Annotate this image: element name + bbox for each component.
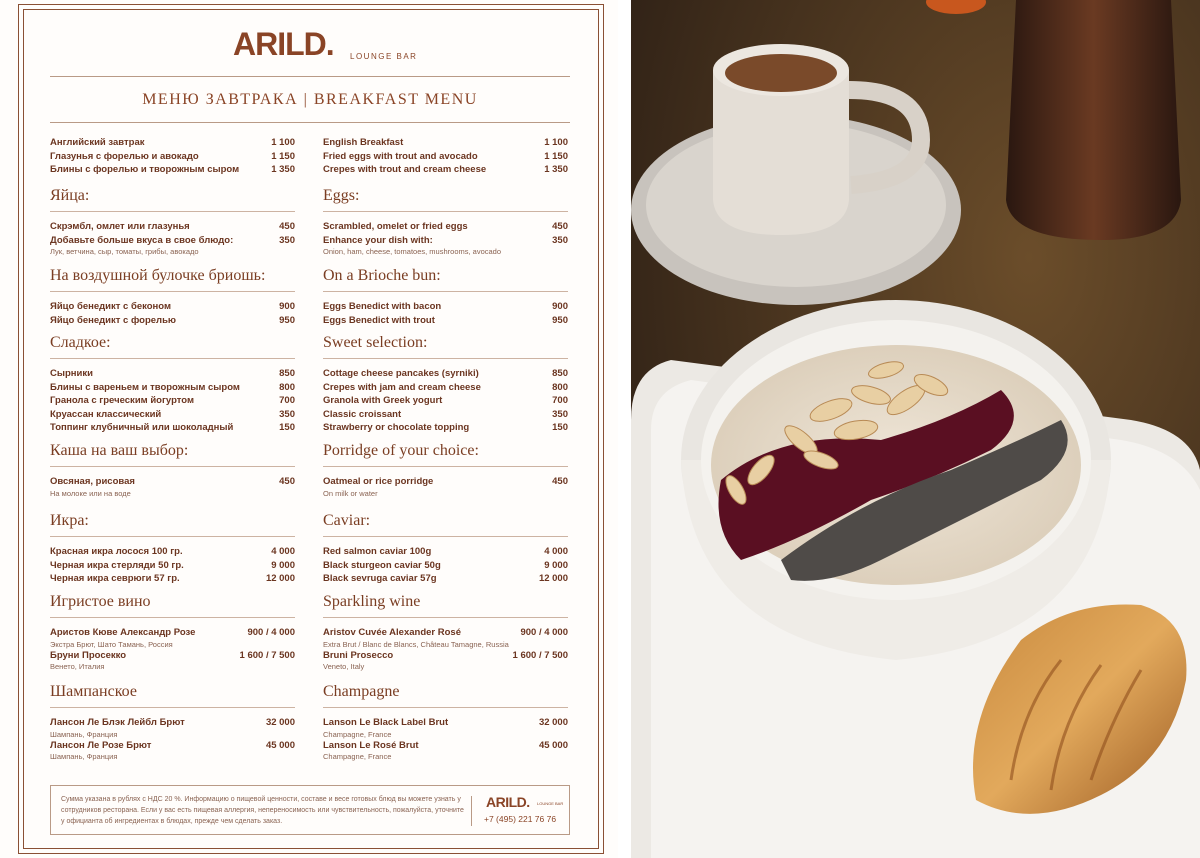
breakfast-photo-illustration (631, 0, 1200, 858)
menu-item: Лансон Ле Блэк Лейбл Брют 32 000 (50, 717, 295, 728)
item-note: Венето, Италия (50, 662, 105, 671)
espresso-crema (725, 54, 837, 92)
section-divider (323, 358, 568, 359)
menu-item: Топпинг клубничный или шоколадный 150 (50, 422, 295, 433)
footer-disclaimer: Сумма указана в рублях с НДС 20 %. Информацию о пищевой ценности, составе и весе готовых блюд вы можете узнать у сотрудников ресторана. Если у вас есть пищевая аллергия, непереносимость или чувствительность, пожалуйста, уточните у официанта об ингредиентах в блюдах, прежде чем сделать заказ. (61, 796, 464, 825)
menu-item: Eggs Benedict with trout 950 (323, 314, 568, 326)
sparkling-section (50, 591, 295, 671)
footer-info-box (50, 785, 570, 835)
menu-item: Черная икра севрюги 57 гр. 12 000 (50, 573, 295, 584)
menu-item: Fried eggs with trout and avocado 1 150 (323, 150, 568, 162)
section-divider (50, 536, 295, 537)
menu-item: Аристов Кюве Александр Розе 900 / 4 000 (50, 627, 295, 638)
breakfast-photo (631, 0, 1200, 858)
section-title: Porridge of your choice: (323, 442, 479, 459)
menu-title: МЕНЮ ЗАВТРАКА | BREAKFAST MENU (142, 91, 478, 108)
menu-item: Яйцо бенедикт с беконом 900 (50, 301, 295, 312)
menu-item: Добавьте больше вкуса в свое блюдо: 350 (50, 234, 295, 246)
eggs-section (323, 185, 568, 256)
menu-item: English Breakfast 1 100 (323, 137, 568, 148)
item-note: On milk or water (323, 488, 378, 498)
menu-item: Лансон Ле Розе Брют 45 000 (50, 739, 295, 751)
menu-item: Блины с вареньем и творожным сыром 800 (50, 381, 295, 393)
logo-subtitle: LOUNGE BAR (350, 52, 418, 61)
menu-item: Блины с форелью и творожным сыром 1 350 (50, 164, 295, 175)
section-divider (50, 291, 295, 292)
section-divider (323, 536, 568, 537)
brioche-section (323, 265, 568, 327)
menu-item: Eggs Benedict with bacon 900 (323, 301, 568, 312)
section-divider (50, 211, 295, 212)
section-divider (50, 466, 295, 467)
porridge-section (323, 440, 568, 498)
glass-bottle (1006, 0, 1181, 240)
item-note: Veneto, Italy (323, 662, 365, 671)
menu-item: Crepes with jam and cream cheese 800 (323, 381, 568, 393)
item-note: Шампань, Франция (50, 752, 118, 761)
header-divider (50, 76, 570, 77)
section-title: Champagne (323, 683, 400, 700)
menu-item: Red salmon caviar 100g 4 000 (323, 546, 568, 557)
brioche-section (50, 265, 295, 327)
menu-item: Aristov Cuvée Alexander Rosé 900 / 4 000 (323, 627, 568, 638)
section-divider (323, 707, 568, 708)
section-divider (50, 617, 295, 618)
menu-item: Black sevruga caviar 57g 12 000 (323, 573, 568, 584)
footer-divider (471, 796, 472, 826)
section-title: Sweet selection: (323, 334, 428, 351)
section-divider (323, 211, 568, 212)
menu-item: Круассан классический 350 (50, 408, 295, 420)
item-note: Экстра Брют, Шато Тамань, Россия (50, 639, 173, 649)
porridge-section (50, 440, 295, 498)
menu-item: Черная икра стерляди 50 гр. 9 000 (50, 559, 295, 571)
menu-item: Глазунья с форелью и авокадо 1 150 (50, 150, 295, 162)
menu-item: Английский завтрак 1 100 (50, 137, 295, 148)
menu-item: Crepes with trout and cream cheese 1 350 (323, 164, 568, 175)
menu-item: Cottage cheese pancakes (syrniki) 850 (323, 368, 568, 379)
sparkling-section (323, 591, 568, 671)
sweet-section (50, 332, 295, 435)
item-note: Лук, ветчина, сыр, томаты, грибы, авокадо (50, 247, 199, 256)
menu-item: Granola with Greek yogurt 700 (323, 395, 568, 406)
menu-item: Scrambled, omelet or fried eggs 450 (323, 221, 568, 232)
section-title: Сладкое: (50, 334, 111, 351)
section-title: Eggs: (323, 187, 360, 204)
caviar-section (50, 510, 295, 586)
menu-item: Гранола с греческим йогуртом 700 (50, 395, 295, 406)
champagne-section (323, 681, 568, 761)
menu-item: Enhance your dish with: 350 (323, 234, 568, 246)
menu-item: Яйцо бенедикт с форелью 950 (50, 314, 295, 326)
menu-item: Lanson Le Black Label Brut 32 000 (323, 717, 568, 728)
menu-item: Скрэмбл, омлет или глазунья 450 (50, 221, 295, 232)
section-title: On a Brioche bun: (323, 267, 441, 284)
item-note: Onion, ham, cheese, tomatoes, mushrooms, avocado (323, 247, 502, 256)
champagne-section (50, 681, 295, 761)
caviar-section (323, 510, 568, 586)
section-title: Caviar: (323, 512, 371, 529)
intro-section (50, 136, 295, 177)
menu-item: Classic croissant 350 (323, 408, 568, 420)
menu-item: Lanson Le Rosé Brut 45 000 (323, 739, 568, 751)
section-title: На воздушной булочке бриошь: (50, 267, 266, 284)
section-divider (50, 707, 295, 708)
menu-item: Bruni Prosecco 1 600 / 7 500 (323, 649, 568, 661)
section-title: Шампанское (50, 683, 137, 700)
menu-item: Сырники 850 (50, 368, 295, 379)
section-title: Икра: (50, 512, 89, 529)
section-divider (323, 466, 568, 467)
menu-item: Strawberry or chocolate topping 150 (323, 422, 568, 433)
item-note: Extra Brut / Blanc de Blancs, Château Tamagne, Russia (323, 639, 509, 649)
section-title: Каша на ваш выбор: (50, 442, 189, 459)
menu-item: Black sturgeon caviar 50g 9 000 (323, 559, 568, 571)
item-note: Champagne, France (323, 752, 392, 761)
section-divider (323, 617, 568, 618)
intro-section (323, 136, 568, 177)
item-note: Шампань, Франция (50, 729, 118, 739)
menu-item: Бруни Просекко 1 600 / 7 500 (50, 649, 295, 661)
section-title: Яйца: (50, 187, 90, 204)
section-divider (50, 358, 295, 359)
menu-item: Овсяная, рисовая 450 (50, 476, 295, 487)
footer-phone: +7 (495) 221 76 76 (484, 814, 557, 824)
section-title: Игристое вино (50, 593, 151, 610)
title-divider (50, 122, 570, 123)
footer-logo-subtitle: LOUNGE BAR (537, 801, 564, 806)
footer-logo: ARILD. (486, 794, 530, 810)
section-title: Sparkling wine (323, 593, 421, 610)
section-divider (323, 291, 568, 292)
arild-logo: ARILD. (233, 26, 334, 62)
eggs-section (50, 185, 295, 256)
menu-item: Oatmeal or rice porridge 450 (323, 476, 568, 487)
menu-item: Красная икра лосося 100 гр. 4 000 (50, 546, 295, 557)
sweet-section (323, 332, 568, 435)
item-note: На молоке или на воде (50, 488, 131, 498)
item-note: Champagne, France (323, 729, 392, 739)
